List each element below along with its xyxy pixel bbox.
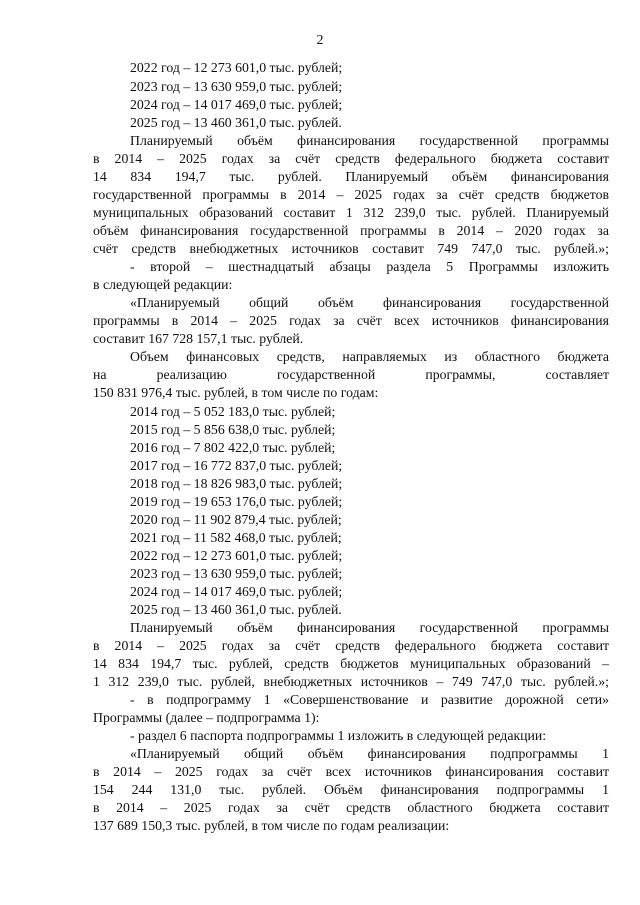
paragraph-line: Планируемый объём финансирования государственной программы bbox=[130, 620, 609, 635]
paragraph-line: «Планируемый общий объём финансирования подпрограммы 1 bbox=[130, 746, 609, 761]
page-number: 2 bbox=[316, 33, 324, 48]
paragraph-line: - раздел 6 паспорта подпрограммы 1 изложить в следующей редакции: bbox=[130, 728, 547, 743]
year-line: 2015 год – 5 856 638,0 тыс. рублей; bbox=[130, 422, 336, 437]
year-line: 2024 год – 14 017 469,0 тыс. рублей; bbox=[130, 584, 343, 599]
paragraph-line: 137 689 150,3 тыс. рублей, в том числе по годам реализации: bbox=[93, 818, 450, 833]
paragraph-line: в следующей редакции: bbox=[93, 277, 233, 292]
top-year-line: 2023 год – 13 630 959,0 тыс. рублей; bbox=[130, 79, 343, 94]
paragraph-line: 1 312 239,0 тыс. рублей, внебюджетных источников – 749 747,0 тыс. рублей.»; bbox=[93, 674, 609, 689]
year-line: 2014 год – 5 052 183,0 тыс. рублей; bbox=[130, 404, 336, 419]
year-line: 2018 год – 18 826 983,0 тыс. рублей; bbox=[130, 476, 343, 491]
paragraph-line: Планируемый объём финансирования государственной программы bbox=[130, 133, 609, 148]
paragraph-line: объём финансирования государственной программы в 2014 – 2020 годах за bbox=[93, 223, 609, 238]
year-line: 2025 год – 13 460 361,0 тыс. рублей. bbox=[130, 602, 342, 617]
paragraph-line: в 2014 – 2025 годах за счёт всех источников финансирования составит bbox=[93, 764, 609, 779]
paragraph-line: - в подпрограмму 1 «Совершенствование и развитие дорожной сети» bbox=[130, 692, 609, 707]
paragraph-line: счёт средств внебюджетных источников составит 749 747,0 тыс. рублей.»; bbox=[93, 241, 609, 256]
paragraph-line: в 2014 – 2025 годах за счёт средств федерального бюджета составит bbox=[93, 151, 609, 166]
paragraph-line: «Планируемый общий объём финансирования государственной bbox=[130, 295, 609, 310]
paragraph-line: составит 167 728 157,1 тыс. рублей. bbox=[93, 331, 304, 346]
paragraph-line: 150 831 976,4 тыс. рублей, в том числе по годам: bbox=[93, 385, 379, 400]
paragraph-line: 14 834 194,7 тыс. рублей, средств бюджетов муниципальных образований – bbox=[93, 656, 609, 671]
paragraph-line: в 2014 – 2025 годах за счёт средств областного бюджета составит bbox=[93, 800, 609, 815]
top-year-line: 2025 год – 13 460 361,0 тыс. рублей. bbox=[130, 115, 342, 130]
year-line: 2019 год – 19 653 176,0 тыс. рублей; bbox=[130, 494, 343, 509]
year-line: 2016 год – 7 802 422,0 тыс. рублей; bbox=[130, 440, 336, 455]
top-year-line: 2022 год – 12 273 601,0 тыс. рублей; bbox=[130, 60, 343, 75]
year-line: 2020 год – 11 902 879,4 тыс. рублей; bbox=[130, 512, 342, 527]
paragraph-line: 14 834 194,7 тыс. рублей. Планируемый объём финансирования bbox=[93, 169, 609, 184]
year-line: 2017 год – 16 772 837,0 тыс. рублей; bbox=[130, 458, 343, 473]
year-line: 2022 год – 12 273 601,0 тыс. рублей; bbox=[130, 548, 343, 563]
year-line: 2023 год – 13 630 959,0 тыс. рублей; bbox=[130, 566, 343, 581]
paragraph-line: 154 244 131,0 тыс. рублей. Объём финансирования подпрограммы 1 bbox=[93, 782, 609, 797]
paragraph-line: - второй – шестнадцатый абзацы раздела 5 Программы изложить bbox=[130, 259, 609, 274]
year-line: 2021 год – 11 582 468,0 тыс. рублей; bbox=[130, 530, 342, 545]
paragraph-line: в 2014 – 2025 годах за счёт средств федерального бюджета составит bbox=[93, 638, 609, 653]
paragraph-line: Программы (далее – подпрограмма 1): bbox=[93, 710, 320, 725]
paragraph-line: государственной программы в 2014 – 2025 годах за счёт средств бюджетов bbox=[93, 187, 609, 202]
paragraph-line: на реализацию государственной программы, составляет bbox=[93, 367, 609, 382]
top-year-line: 2024 год – 14 017 469,0 тыс. рублей; bbox=[130, 97, 343, 112]
paragraph-line: Объем финансовых средств, направляемых из областного бюджета bbox=[130, 349, 609, 364]
paragraph-line: программы в 2014 – 2025 годах за счёт всех источников финансирования bbox=[93, 313, 609, 328]
paragraph-line: муниципальных образований составит 1 312 239,0 тыс. рублей. Планируемый bbox=[93, 205, 609, 220]
